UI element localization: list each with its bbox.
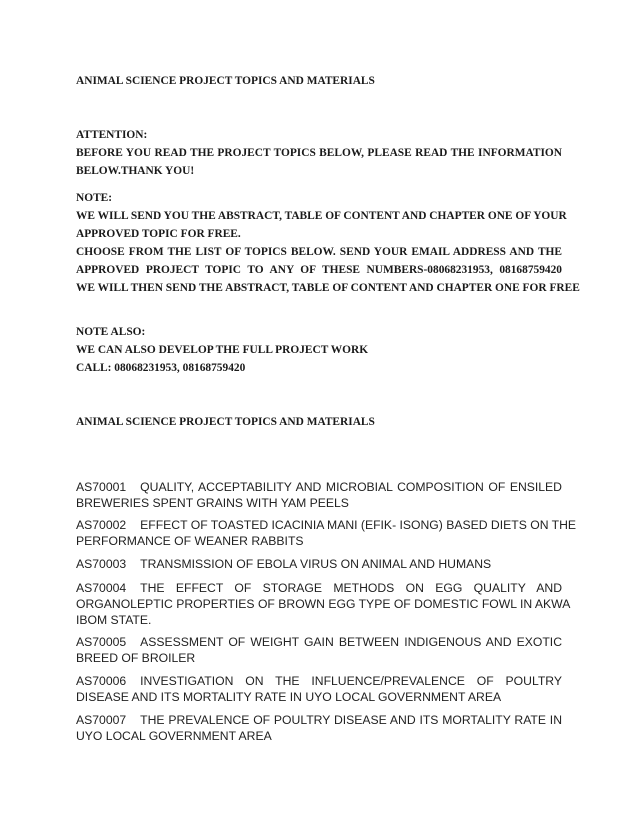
topic-code: AS70007 (76, 713, 127, 727)
topic-code: AS70006 (76, 674, 127, 688)
page-title (76, 72, 562, 90)
topic-line-2: BREWERIES SPENT GRAINS WITH YAM PEELS (76, 496, 349, 510)
topic-item (76, 479, 562, 511)
note-line-1: WE WILL SEND YOU THE ABSTRACT, TABLE OF CONTENT AND CHAPTER ONE OF YOUR (76, 210, 567, 222)
send-notice (76, 279, 580, 297)
note-section (76, 189, 567, 279)
topic-line-1: AS70005 ASSESSMENT OF WEIGHT GAIN BETWEEN INDIGENOUS AND EXOTIC (76, 635, 562, 649)
topic-line-2: UYO LOCAL GOVERNMENT AREA (76, 729, 272, 743)
topic-item (76, 580, 571, 628)
topic-line-1: AS70007 THE PREVALENCE OF POULTRY DISEASE AND ITS MORTALITY RATE IN (76, 713, 562, 727)
attention-line-2: BELOW.THANK YOU! (76, 165, 195, 177)
topic-code: AS70002 (76, 518, 127, 532)
topic-code: AS70001 (76, 480, 127, 494)
attention-section (76, 126, 562, 180)
topic-item (76, 673, 562, 705)
attention-label: ATTENTION: (76, 129, 148, 141)
topic-line-2: PERFORMANCE OF WEANER RABBITS (76, 534, 304, 548)
note-also-label: NOTE ALSO: (76, 326, 146, 338)
section-title-text: ANIMAL SCIENCE PROJECT TOPICS AND MATERIALS (76, 416, 375, 428)
topic-line-1: AS70003 TRANSMISSION OF EBOLA VIRUS ON ANIMAL AND HUMANS (76, 557, 492, 571)
note-also-section (76, 323, 562, 377)
topic-line-3: IBOM STATE. (76, 613, 152, 627)
send-notice-text: WE WILL THEN SEND THE ABSTRACT, TABLE OF CONTENT AND CHAPTER ONE FOR FREE (76, 282, 580, 294)
topic-line-2: DISEASE AND ITS MORTALITY RATE IN UYO LOCAL GOVERNMENT AREA (76, 690, 502, 704)
note-also-line-1: WE CAN ALSO DEVELOP THE FULL PROJECT WORK (76, 344, 369, 356)
topic-item (76, 517, 577, 549)
topic-line-1: AS70004 THE EFFECT OF STORAGE METHODS ON EGG QUALITY AND (76, 581, 562, 595)
note-label: NOTE: (76, 192, 113, 204)
note-line-2: APPROVED TOPIC FOR FREE. (76, 228, 241, 240)
topic-code: AS70003 (76, 557, 127, 571)
attention-line-1: BEFORE YOU READ THE PROJECT TOPICS BELOW, PLEASE READ THE INFORMATION (76, 147, 562, 159)
section-title (76, 413, 562, 431)
topic-code: AS70004 (76, 581, 127, 595)
note-line-4: APPROVED PROJECT TOPIC TO ANY OF THESE NUMBERS-08068231953, 08168759420 (76, 264, 562, 276)
topic-item (76, 634, 562, 666)
topic-line-1: AS70002 EFFECT OF TOASTED ICACINIA MANI (EFIK- ISONG) BASED DIETS ON THE (76, 518, 577, 532)
topic-code: AS70005 (76, 635, 127, 649)
topic-item (76, 556, 562, 572)
topic-item (76, 712, 562, 744)
topic-line-2: ORGANOLEPTIC PROPERTIES OF BROWN EGG TYPE OF DOMESTIC FOWL IN AKWA (76, 597, 571, 611)
topic-line-1: AS70006 INVESTIGATION ON THE INFLUENCE/PREVALENCE OF POULTRY (76, 674, 562, 688)
topic-line-2: BREED OF BROILER (76, 651, 196, 665)
topic-line-1: AS70001 QUALITY, ACCEPTABILITY AND MICROBIAL COMPOSITION OF ENSILED (76, 480, 562, 494)
note-line-3: CHOOSE FROM THE LIST OF TOPICS BELOW. SEND YOUR EMAIL ADDRESS AND THE (76, 246, 562, 258)
page-title-text: ANIMAL SCIENCE PROJECT TOPICS AND MATERIALS (76, 75, 375, 87)
note-also-line-2: CALL: 08068231953, 08168759420 (76, 362, 246, 374)
